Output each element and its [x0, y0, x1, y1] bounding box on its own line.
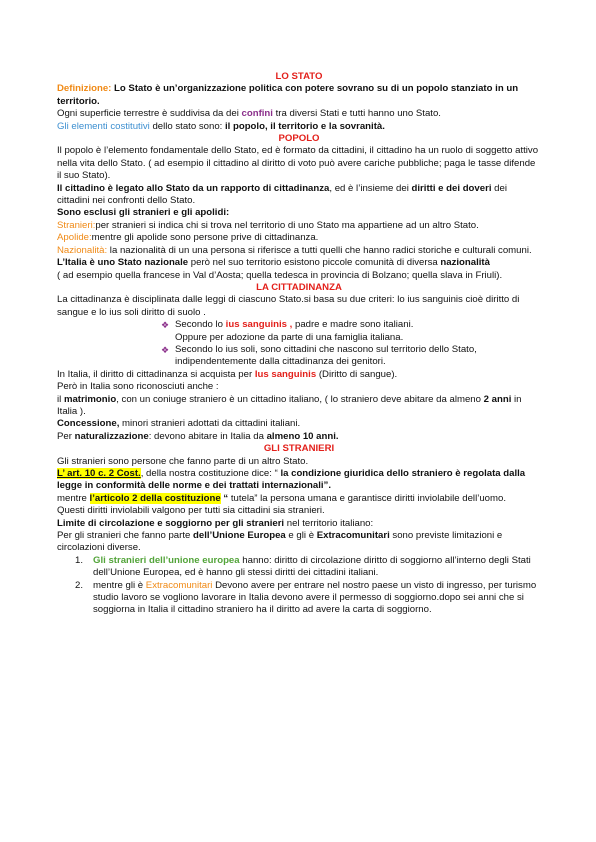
limiti-line: Limite di circolazione e soggiorno per gli stranieri nel territorio italiano:: [57, 517, 374, 529]
list-item: 2. mentre gli è Extracomunitari Devono avere per entrare nel nostro paese un visto di ingresso, per turismo studio lavoro se vogliono lavorare in Italia devono avere il permesso di soggiorno.dopo sei anni che si soggiorna in Italia il cittadino straniero ha il diritto ad avere la carta di soggiorno.: [75, 579, 537, 616]
naturalizzazione-line: Per naturalizzazione: devono abitare in Italia da almeno 10 anni.: [57, 430, 339, 442]
popolo-paragraph: Il popolo è l’elemento fondamentale dello Stato, ed è formato da cittadini, il cittadino ha un ruolo di soggetto attivo nella vita dello Stato. ( ad esempio il cittadino al diritto di voto può avere cariche pubbliche; paga le tasse difende il suo Stato).: [57, 145, 539, 182]
list-item: ❖ Secondo lo ius soli, sono cittadini che nascono sul territorio dello Stato, indipendentemente dalla cittadinanza dei genitori.: [161, 343, 477, 368]
list-item: 1. Gli stranieri dell’unione europea hanno: diritto di circolazione diritto di soggiorno all’interno degli Stati dell’Unione Europea, ed è hanno gli stessi diritti dei cittadini italiani.: [75, 554, 531, 579]
numbered-list: [57, 555, 541, 617]
cittadino-paragraph: Il cittadino è legato allo Stato da un rapporto di cittadinanza, ed è l’insieme dei diritti e dei doveri dei cittadini nei confronti dello Stato.: [57, 182, 507, 207]
italia-paragraph: L’Italia è uno Stato nazionale però nel suo territorio esistono piccole comunità di diversa nazionalità ( ad esempio quella francese in Val d’Aosta; quella tedesca in provincia di Bolzano; quella slava in Friuli).: [57, 257, 503, 281]
stranieri-def: Stranieri:per stranieri si indica chi si trova nel territorio di uno Stato ma appartiene ad un altro Stato.: [57, 219, 479, 231]
italy-acquisition: In Italia, il diritto di cittadinanza si acquista per Ius sanguinis (Diritto di sangue).: [57, 368, 398, 380]
diamond-bullet-icon: ❖: [161, 344, 170, 355]
art2-paragraph: mentre l’articolo 2 della costituzione “ tutela” la persona umana e garantisce diritti inviolabile dell’uomo.: [57, 492, 506, 504]
list-item-continuation: Oppure per adozione da parte di una famiglia italiana.: [175, 331, 404, 343]
art10-paragraph: L’ art. 10 c. 2 Cost., della nostra costituzione dice: “ la condizione giuridica dello straniero è regolata dalla legge in conformità delle norme e dei trattati internazionali”.: [57, 468, 526, 492]
matrimonio-line: il matrimonio, con un coniuge straniero è un cittadino italiano, ( lo straniero deve abitare da almeno 2 anni in Italia ).: [57, 393, 522, 417]
apolide-def: Apolide:mentre gli apolide sono persone prive di cittadinanza.: [57, 232, 319, 244]
section-title-stato: LO STATO: [275, 71, 323, 82]
definition: Definizione: Lo Stato è un’organizzazione politica con potere sovrano su di un popolo stanziato in un territorio.: [57, 83, 519, 107]
stranieri-intro: Gli stranieri sono persone che fanno parte di un altro Stato.: [57, 455, 309, 467]
list-item: ❖ Secondo lo ius sanguinis , padre e madre sono italiani.: [161, 319, 414, 331]
nazionalita-def: Nazionalità: la nazionalità di un una persona si riferisce a tutti quelli che hanno radici storiche e culturali comuni.: [57, 244, 532, 256]
cittadinanza-intro: La cittadinanza è disciplinata dalle leggi di ciascuno Stato.si basa su due criteri: lo ius sanguinis cioè diritto di sangue e lo ius soli diritto di suolo .: [57, 294, 520, 318]
section-title-cittadinanza: LA CITTADINANZA: [256, 281, 342, 293]
document-page: [57, 71, 541, 617]
inviolabili-line: Questi diritti inviolabili valgono per tutti sia cittadini sia stranieri.: [57, 505, 325, 517]
elements-paragraph: Gli elementi costitutivi dello stato sono: il popolo, il territorio e la sovranità.: [57, 120, 385, 132]
surface-paragraph: Ogni superficie terrestre è suddivisa da dei confini tra diversi Stati e tutti hanno uno Stato.: [57, 108, 441, 120]
diamond-bullet-icon: ❖: [161, 320, 170, 331]
section-title-popolo: POPOLO: [278, 133, 320, 145]
recognized-line: Però in Italia sono riconosciuti anche :: [57, 381, 219, 393]
per-stranieri-paragraph: Per gli stranieri che fanno parte dell’Unione Europea e gli è Extracomunitari sono previste limitazioni e circolazioni diverse.: [57, 530, 503, 554]
section-title-stranieri: GLI STRANIERI: [263, 443, 335, 455]
concessione-line: Concessione, minori stranieri adottati da cittadini italiani.: [57, 418, 301, 430]
excluded-heading: Sono esclusi gli stranieri e gli apolidi:: [57, 207, 230, 219]
